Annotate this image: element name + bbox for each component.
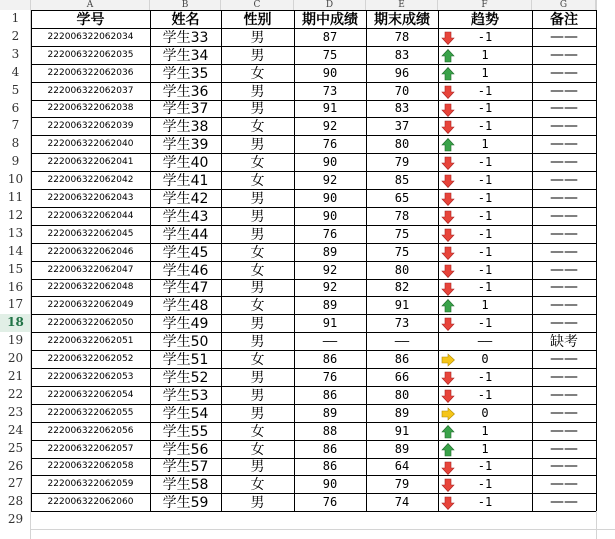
- row-header-20[interactable]: 20: [7, 351, 24, 366]
- cell-trend[interactable]: -1: [477, 226, 493, 241]
- cell-id[interactable]: 222006322062034: [47, 31, 134, 42]
- cell-gender[interactable]: 男: [250, 226, 265, 243]
- cell-mid[interactable]: 76: [322, 226, 338, 241]
- cell-final[interactable]: 65: [394, 190, 410, 205]
- red-down-arrow-icon: [441, 477, 455, 491]
- yellow-right-arrow-icon: [441, 406, 455, 420]
- row-header-3[interactable]: 3: [11, 46, 20, 61]
- cell-gender[interactable]: 女: [250, 298, 265, 315]
- cell-trend[interactable]: -1: [477, 155, 493, 170]
- cell-mid[interactable]: 86: [322, 387, 338, 402]
- table-border-h: [31, 189, 596, 190]
- cell-note[interactable]: ——: [550, 46, 578, 63]
- cell-trend[interactable]: 1: [481, 137, 489, 152]
- cell-mid[interactable]: 92: [322, 119, 338, 134]
- cell-note[interactable]: ——: [550, 261, 578, 278]
- cell-name[interactable]: 学生52: [162, 369, 209, 386]
- cell-id[interactable]: 222006322062043: [47, 192, 134, 203]
- row-header-21[interactable]: 21: [7, 369, 24, 383]
- row-header-28[interactable]: 28: [7, 494, 24, 509]
- cell-name[interactable]: 学生51: [162, 352, 209, 368]
- table-border-h: [31, 350, 596, 351]
- cell-trend[interactable]: -1: [477, 316, 493, 331]
- cell-final[interactable]: 83: [394, 47, 410, 62]
- cell-note[interactable]: ——: [550, 172, 578, 189]
- cell-id[interactable]: 222006322062037: [47, 85, 134, 96]
- cell-mid[interactable]: 90: [322, 65, 338, 80]
- row-header-27[interactable]: 27: [7, 476, 24, 491]
- cell-note[interactable]: ——: [550, 386, 578, 403]
- cell-name[interactable]: 学生36: [162, 83, 209, 100]
- cell-id[interactable]: 222006322062036: [47, 67, 134, 78]
- cell-id[interactable]: 222006322062038: [47, 103, 134, 114]
- cell-gender[interactable]: 男: [250, 459, 265, 476]
- row-header-6[interactable]: 6: [11, 100, 20, 115]
- cell-gender[interactable]: 男: [250, 334, 265, 351]
- table-border-v: [294, 10, 295, 511]
- row-header-2[interactable]: 2: [11, 28, 20, 43]
- cell-name[interactable]: 学生33: [162, 29, 209, 46]
- red-down-arrow-icon: [441, 388, 455, 402]
- cell-name[interactable]: 学生37: [162, 101, 209, 118]
- cell-final[interactable]: 91: [394, 423, 410, 438]
- cell-final[interactable]: ——: [394, 334, 410, 349]
- gridline: [31, 529, 615, 530]
- cell-id[interactable]: 222006322062052: [47, 354, 134, 365]
- cell-trend[interactable]: -1: [477, 280, 493, 295]
- table-border-v: [596, 10, 597, 511]
- red-down-arrow-icon: [441, 209, 455, 223]
- table-border-v: [221, 10, 222, 511]
- table-border-h: [31, 440, 596, 441]
- cell-id[interactable]: 222006322062048: [47, 282, 134, 293]
- green-up-arrow-icon: [441, 442, 455, 456]
- cell-final[interactable]: 64: [394, 459, 410, 474]
- red-down-arrow-icon: [441, 191, 455, 205]
- cell-trend[interactable]: 0: [481, 405, 489, 420]
- cell-note[interactable]: ——: [550, 189, 578, 206]
- table-border-h: [31, 332, 596, 333]
- row-header-26[interactable]: 26: [7, 458, 24, 473]
- cell-trend[interactable]: -1: [477, 83, 493, 98]
- cell-mid[interactable]: 86: [322, 441, 338, 456]
- column-header-a[interactable]: A: [31, 0, 150, 10]
- cell-name[interactable]: 学生38: [162, 119, 209, 136]
- column-header-e[interactable]: E: [366, 0, 438, 10]
- header-cell-2[interactable]: 姓名: [171, 11, 200, 28]
- cell-trend[interactable]: -1: [477, 477, 493, 492]
- row-header-19[interactable]: 19: [7, 333, 24, 348]
- table-border-h: [31, 82, 596, 83]
- cell-gender[interactable]: 男: [250, 83, 265, 100]
- cell-name[interactable]: 学生39: [162, 137, 209, 154]
- cell-id[interactable]: 222006322062039: [47, 121, 134, 132]
- row-header-24[interactable]: 24: [7, 422, 24, 437]
- cell-trend[interactable]: -1: [477, 173, 493, 188]
- table-border-h: [31, 117, 596, 118]
- row-header-23[interactable]: 23: [7, 404, 24, 419]
- cell-name[interactable]: 学生40: [162, 155, 209, 172]
- cell-name[interactable]: 学生53: [162, 387, 209, 404]
- cell-gender[interactable]: 女: [250, 173, 265, 189]
- cell-name[interactable]: 学生57: [162, 459, 209, 476]
- cell-mid[interactable]: 92: [322, 280, 338, 295]
- table-border-h: [31, 475, 596, 476]
- table-border-h: [31, 243, 596, 244]
- cell-name[interactable]: 学生48: [162, 298, 209, 315]
- red-down-arrow-icon: [441, 119, 455, 133]
- cell-id[interactable]: 222006322062047: [47, 264, 134, 275]
- cell-note[interactable]: ——: [550, 279, 578, 296]
- cell-gender[interactable]: 男: [250, 190, 265, 207]
- table-border-h: [31, 279, 596, 280]
- cell-gender[interactable]: 男: [250, 208, 265, 225]
- cell-trend[interactable]: 1: [481, 423, 489, 438]
- cell-final[interactable]: 78: [394, 29, 410, 44]
- row-header-9[interactable]: 9: [11, 154, 20, 169]
- cell-note[interactable]: ——: [550, 136, 578, 153]
- cell-id[interactable]: 222006322062053: [47, 371, 134, 382]
- cell-mid[interactable]: 89: [322, 244, 338, 259]
- table-border-h: [31, 135, 596, 136]
- cell-name[interactable]: 学生54: [162, 405, 209, 422]
- table-border-v: [438, 10, 439, 511]
- row-header-8[interactable]: 8: [11, 136, 20, 151]
- cell-trend[interactable]: -1: [477, 29, 493, 44]
- cell-gender[interactable]: 男: [250, 369, 265, 386]
- header-cell-1[interactable]: 学号: [76, 11, 105, 28]
- cell-gender[interactable]: 男: [250, 101, 265, 118]
- cell-name[interactable]: 学生50: [162, 334, 209, 351]
- cell-final[interactable]: 37: [394, 119, 410, 134]
- cell-id[interactable]: 222006322062058: [47, 461, 134, 472]
- cell-gender[interactable]: 女: [250, 262, 265, 279]
- cell-final[interactable]: 79: [394, 477, 410, 492]
- red-down-arrow-icon: [441, 460, 455, 474]
- cell-id[interactable]: 222006322062054: [47, 389, 134, 400]
- red-down-arrow-icon: [441, 281, 455, 295]
- cell-name[interactable]: 学生42: [162, 190, 209, 207]
- cell-gender[interactable]: 男: [250, 280, 265, 297]
- header-cell-6[interactable]: 趋势: [471, 11, 499, 28]
- green-up-arrow-icon: [441, 66, 455, 80]
- row-header-14[interactable]: 14: [7, 243, 24, 258]
- cell-trend[interactable]: -1: [477, 190, 493, 205]
- cell-note[interactable]: ——: [550, 243, 578, 260]
- red-down-arrow-icon: [441, 173, 455, 187]
- cell-name[interactable]: 学生59: [162, 495, 209, 512]
- red-down-arrow-icon: [441, 263, 455, 277]
- cell-mid[interactable]: 90: [322, 190, 338, 205]
- cell-note[interactable]: ——: [550, 28, 578, 45]
- cell-final[interactable]: 80: [394, 137, 410, 152]
- table-border-v: [31, 10, 32, 511]
- cell-name[interactable]: 学生46: [162, 262, 209, 279]
- cell-mid[interactable]: 76: [322, 495, 338, 510]
- table-border-h: [31, 171, 596, 172]
- cell-note[interactable]: ——: [550, 368, 578, 385]
- cell-final[interactable]: 96: [394, 65, 410, 80]
- cell-name[interactable]: 学生55: [162, 423, 209, 440]
- cell-mid[interactable]: 90: [322, 155, 338, 170]
- cell-name[interactable]: 学生58: [162, 477, 209, 494]
- cell-name[interactable]: 学生49: [162, 316, 209, 333]
- cell-gender[interactable]: 女: [250, 65, 265, 82]
- green-up-arrow-icon: [441, 48, 455, 62]
- cell-note[interactable]: ——: [550, 422, 578, 439]
- cell-mid[interactable]: 73: [322, 83, 338, 98]
- cell-id[interactable]: 222006322062057: [47, 443, 134, 454]
- table-border-h: [31, 10, 596, 11]
- cell-final[interactable]: 70: [394, 83, 410, 98]
- cell-gender[interactable]: 女: [250, 477, 265, 494]
- cell-trend[interactable]: 1: [481, 441, 489, 456]
- cell-mid[interactable]: 86: [322, 459, 338, 474]
- cell-note[interactable]: 缺考: [550, 334, 578, 351]
- row-header-7[interactable]: 7: [11, 118, 20, 133]
- cell-final[interactable]: 80: [394, 387, 410, 402]
- cell-name[interactable]: 学生41: [162, 173, 209, 189]
- header-cell-3[interactable]: 性别: [243, 11, 272, 28]
- red-down-arrow-icon: [441, 227, 455, 241]
- column-header-f[interactable]: F: [438, 0, 532, 10]
- table-border-h: [31, 422, 596, 423]
- table-border-h: [31, 386, 596, 387]
- table-border-v: [150, 10, 151, 511]
- cell-mid[interactable]: 90: [322, 208, 338, 223]
- cell-name[interactable]: 学生44: [162, 226, 209, 243]
- cell-mid[interactable]: 76: [322, 137, 338, 152]
- cell-final[interactable]: 85: [394, 173, 410, 188]
- cell-note[interactable]: ——: [550, 207, 578, 224]
- cell-trend[interactable]: 1: [481, 65, 489, 80]
- cell-final[interactable]: 86: [394, 352, 410, 367]
- cell-mid[interactable]: 75: [322, 47, 338, 62]
- cell-note[interactable]: ——: [550, 82, 578, 99]
- select-all-corner[interactable]: [0, 0, 31, 10]
- cell-gender[interactable]: 男: [250, 316, 265, 333]
- cell-gender[interactable]: 男: [250, 405, 265, 422]
- cell-id[interactable]: 222006322062056: [47, 425, 134, 436]
- cell-note[interactable]: ——: [550, 404, 578, 421]
- red-down-arrow-icon: [441, 30, 455, 44]
- cell-final[interactable]: 79: [394, 155, 410, 170]
- table-border-h: [31, 493, 596, 494]
- cell-final[interactable]: 89: [394, 441, 410, 456]
- table-border-h: [31, 28, 596, 29]
- row-header-5[interactable]: 5: [11, 82, 20, 97]
- header-cell-7[interactable]: 备注: [550, 11, 578, 28]
- cell-trend[interactable]: -1: [477, 101, 493, 116]
- cell-gender[interactable]: 女: [250, 119, 265, 136]
- row-header-22[interactable]: 22: [7, 386, 24, 401]
- cell-mid[interactable]: 89: [322, 298, 338, 313]
- cell-id[interactable]: 222006322062059: [47, 479, 134, 490]
- cell-note[interactable]: ——: [550, 118, 578, 135]
- cell-final[interactable]: 74: [394, 495, 410, 510]
- table-border-v: [366, 10, 367, 511]
- table-border-h: [31, 296, 596, 297]
- table-border-h: [31, 100, 596, 101]
- cell-final[interactable]: 73: [394, 316, 410, 331]
- cell-gender[interactable]: 女: [250, 244, 265, 261]
- cell-gender[interactable]: 女: [250, 352, 265, 368]
- cell-name[interactable]: 学生56: [162, 441, 209, 458]
- header-cell-5[interactable]: 期末成绩: [374, 11, 430, 28]
- row-header-16[interactable]: 16: [7, 279, 24, 294]
- cell-gender[interactable]: 男: [250, 387, 265, 404]
- cell-id[interactable]: 222006322062049: [47, 300, 134, 311]
- cell-name[interactable]: 学生34: [162, 47, 209, 64]
- cell-trend[interactable]: ——: [477, 334, 493, 349]
- cell-final[interactable]: 78: [394, 208, 410, 223]
- cell-note[interactable]: ——: [550, 315, 578, 332]
- cell-gender[interactable]: 男: [250, 29, 265, 46]
- table-border-h: [31, 153, 596, 154]
- cell-note[interactable]: ——: [550, 154, 578, 171]
- column-header-b[interactable]: B: [150, 0, 221, 10]
- row-header-25[interactable]: 25: [7, 440, 24, 455]
- red-down-arrow-icon: [441, 84, 455, 98]
- cell-gender[interactable]: 男: [250, 137, 265, 154]
- cell-trend[interactable]: -1: [477, 244, 493, 259]
- cell-mid[interactable]: 92: [322, 262, 338, 277]
- table-border-h: [31, 314, 596, 315]
- cell-note[interactable]: ——: [550, 476, 578, 493]
- cell-final[interactable]: 83: [394, 101, 410, 116]
- red-down-arrow-icon: [441, 316, 455, 330]
- table-border-v: [532, 10, 533, 511]
- table-border-h: [31, 207, 596, 208]
- cell-gender[interactable]: 女: [250, 423, 265, 440]
- table-border-h: [31, 404, 596, 405]
- table-border-h: [31, 46, 596, 47]
- row-header-10[interactable]: 10: [7, 172, 24, 187]
- cell-trend[interactable]: -1: [477, 387, 493, 402]
- cell-id[interactable]: 222006322062040: [47, 139, 134, 150]
- cell-trend[interactable]: 1: [481, 47, 489, 62]
- cell-trend[interactable]: 0: [481, 352, 489, 367]
- cell-gender[interactable]: 男: [250, 495, 265, 512]
- cell-final[interactable]: 75: [394, 226, 410, 241]
- cell-trend[interactable]: -1: [477, 495, 493, 510]
- cell-final[interactable]: 89: [394, 405, 410, 420]
- red-down-arrow-icon: [441, 495, 455, 509]
- green-up-arrow-icon: [441, 298, 455, 312]
- cell-mid[interactable]: 86: [322, 352, 338, 367]
- red-down-arrow-icon: [441, 370, 455, 384]
- cell-id[interactable]: 222006322062035: [47, 49, 134, 60]
- table-border-h: [31, 368, 596, 369]
- cell-trend[interactable]: -1: [477, 208, 493, 223]
- row-header-4[interactable]: 4: [11, 64, 20, 79]
- cell-id[interactable]: 222006322062045: [47, 228, 134, 239]
- cell-id[interactable]: 222006322062055: [47, 407, 134, 418]
- cell-id[interactable]: 222006322062050: [47, 318, 134, 329]
- table-border-h: [31, 458, 596, 459]
- cell-id[interactable]: 222006322062044: [47, 210, 134, 221]
- green-up-arrow-icon: [441, 137, 455, 151]
- red-down-arrow-icon: [441, 245, 455, 259]
- cell-trend[interactable]: -1: [477, 119, 493, 134]
- cell-final[interactable]: 80: [394, 262, 410, 277]
- cell-final[interactable]: 66: [394, 369, 410, 384]
- red-down-arrow-icon: [441, 102, 455, 116]
- cell-mid[interactable]: 89: [322, 405, 338, 420]
- cell-note[interactable]: ——: [550, 64, 578, 81]
- cell-mid[interactable]: 90: [322, 477, 338, 492]
- cell-id[interactable]: 222006322062041: [47, 157, 134, 168]
- table-border-h: [31, 261, 596, 262]
- cell-id[interactable]: 222006322062051: [47, 336, 134, 347]
- cell-gender[interactable]: 女: [250, 441, 265, 458]
- column-header-g[interactable]: G: [532, 0, 596, 10]
- red-down-arrow-icon: [441, 155, 455, 169]
- table-border-h: [31, 225, 596, 226]
- cell-final[interactable]: 91: [394, 298, 410, 313]
- cell-final[interactable]: 75: [394, 244, 410, 259]
- row-header-12[interactable]: 12: [7, 207, 24, 222]
- header-cell-4[interactable]: 期中成绩: [302, 11, 358, 28]
- row-header-15[interactable]: 15: [7, 261, 24, 276]
- row-header-29[interactable]: 29: [7, 512, 24, 527]
- column-header-d[interactable]: D: [294, 0, 366, 10]
- cell-note[interactable]: ——: [550, 440, 578, 457]
- table-border-h: [31, 64, 596, 65]
- cell-note[interactable]: ——: [550, 100, 578, 117]
- row-header-1[interactable]: 1: [11, 11, 20, 25]
- cell-note[interactable]: ——: [550, 351, 578, 368]
- table-border-h: [31, 511, 596, 512]
- cell-trend[interactable]: -1: [477, 459, 493, 474]
- cell-note[interactable]: ——: [550, 225, 578, 242]
- cell-mid[interactable]: 91: [322, 101, 338, 116]
- yellow-right-arrow-icon: [441, 352, 455, 366]
- cell-mid[interactable]: 76: [322, 369, 338, 384]
- cell-gender[interactable]: 男: [250, 47, 265, 64]
- cell-gender[interactable]: 女: [250, 155, 265, 172]
- row-header-17[interactable]: 17: [7, 297, 24, 312]
- cell-mid[interactable]: 88: [322, 423, 338, 438]
- column-header-c[interactable]: C: [221, 0, 294, 10]
- cell-mid[interactable]: 92: [322, 173, 338, 188]
- cell-final[interactable]: 82: [394, 280, 410, 295]
- cell-mid[interactable]: 87: [322, 29, 338, 44]
- cell-note[interactable]: ——: [550, 458, 578, 475]
- cell-note[interactable]: ——: [550, 494, 578, 511]
- row-header-18[interactable]: 18: [0, 314, 31, 332]
- cell-trend[interactable]: 1: [481, 298, 489, 313]
- cell-mid[interactable]: ——: [322, 334, 338, 349]
- green-up-arrow-icon: [441, 424, 455, 438]
- cell-id[interactable]: 222006322062046: [47, 246, 134, 257]
- cell-name[interactable]: 学生47: [162, 280, 209, 297]
- row-header-11[interactable]: 11: [7, 190, 24, 204]
- cell-id[interactable]: 222006322062042: [47, 175, 134, 186]
- cell-trend[interactable]: -1: [477, 262, 493, 277]
- cell-id[interactable]: 222006322062060: [47, 497, 134, 508]
- cell-note[interactable]: ——: [550, 297, 578, 314]
- cell-name[interactable]: 学生35: [162, 65, 209, 82]
- cell-name[interactable]: 学生45: [162, 244, 209, 261]
- row-header-13[interactable]: 13: [7, 225, 24, 240]
- cell-name[interactable]: 学生43: [162, 208, 209, 225]
- cell-mid[interactable]: 91: [322, 316, 338, 331]
- cell-trend[interactable]: -1: [477, 369, 493, 384]
